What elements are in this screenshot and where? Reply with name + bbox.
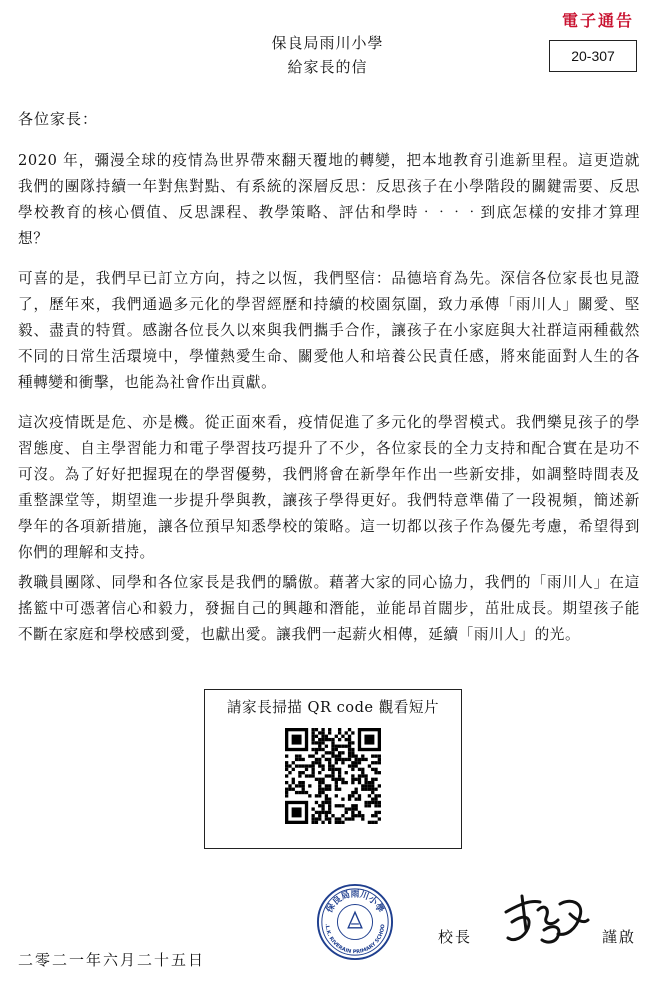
paragraph-2: 可喜的是，我們早已訂立方向，持之以恆，我們堅信：品德培育為先。深信各位家長也見證了，歷年來，我們通過多元化的學習經歷和持續的校園氛圍，致力承傳「雨川人」關愛、堅毅、盡責的特質。感謝各位長久以來與我們攜手合作，讓孩子在小家庭與大社群這兩種截然不同的日常生活環境中，學懂熱愛生命、關愛他人和培養公民責任感，將來能面對人生的各種轉變和衝擊，也能為社會作出貢獻。 <box>18 270 640 391</box>
paragraph-4: 教職員團隊、同學和各位家長是我們的驕傲。藉著大家的同心協力，我們的「雨川人」在這搖籃中可憑著信心和毅力，發掘自己的興趣和潛能，並能昂首闊步，茁壯成長。期望孩子能不斷在家庭和學校感到愛，也獻出愛。讓我們一起薪火相傳，延續「雨川人」的光。 <box>18 574 640 643</box>
salutation: 各位家長： <box>18 110 99 128</box>
seal-text-en: .L.K. RIVERAIN PRIMARY SCHOO <box>323 923 387 956</box>
paragraph-3: 這次疫情既是危、亦是機。從正面來看，疫情促進了多元化的學習模式。我們樂見孩子的學習態度、自主學習能力和電子學習技巧提升了不少，各位家長的全力支持和配合實在是功不可沒。為了好好把握現在的學習優勢，我們將會在新學年作出一些新安排，如調整時間表及重整課堂等，期望進一步提升學與教，讓孩子學得更好。我們特意準備了一段視頻，簡述新學年的各項新措施，讓各位預早知悉學校的策略。這一切都以孩子作為優先考慮，希望得到你們的理解和支持。 <box>18 414 640 561</box>
notice-number: 20-307 <box>549 40 637 72</box>
letter-title: 給家長的信 <box>287 58 368 76</box>
school-name: 保良局雨川小學 <box>271 34 384 52</box>
qr-code-icon[interactable] <box>285 728 381 824</box>
letter-date: 二零二一年六月二十五日 <box>18 951 206 969</box>
closing: 謹啟 <box>602 928 637 946</box>
notice-label: 電子通告 <box>562 11 635 30</box>
signatory-title: 校長 <box>438 928 473 946</box>
qr-box <box>204 689 462 849</box>
paragraph-1: 2020 年，彌漫全球的疫情為世界帶來翻天覆地的轉變，把本地教育引進新里程。這更造就我們的團隊持續一年對焦對點、有系統的深層反思：反思孩子在小學階段的關鍵需要、反思學校教育的核心價值、反思課程、教學策略、評估和學時‧‧‧‧到底怎樣的安排才算理想？ <box>18 152 640 247</box>
signature-icon <box>500 890 592 952</box>
qr-caption: 請家長掃描 QR code 觀看短片 <box>226 699 440 716</box>
seal-text: 保良局雨川小學 <box>324 889 386 915</box>
school-seal-icon <box>316 883 394 961</box>
